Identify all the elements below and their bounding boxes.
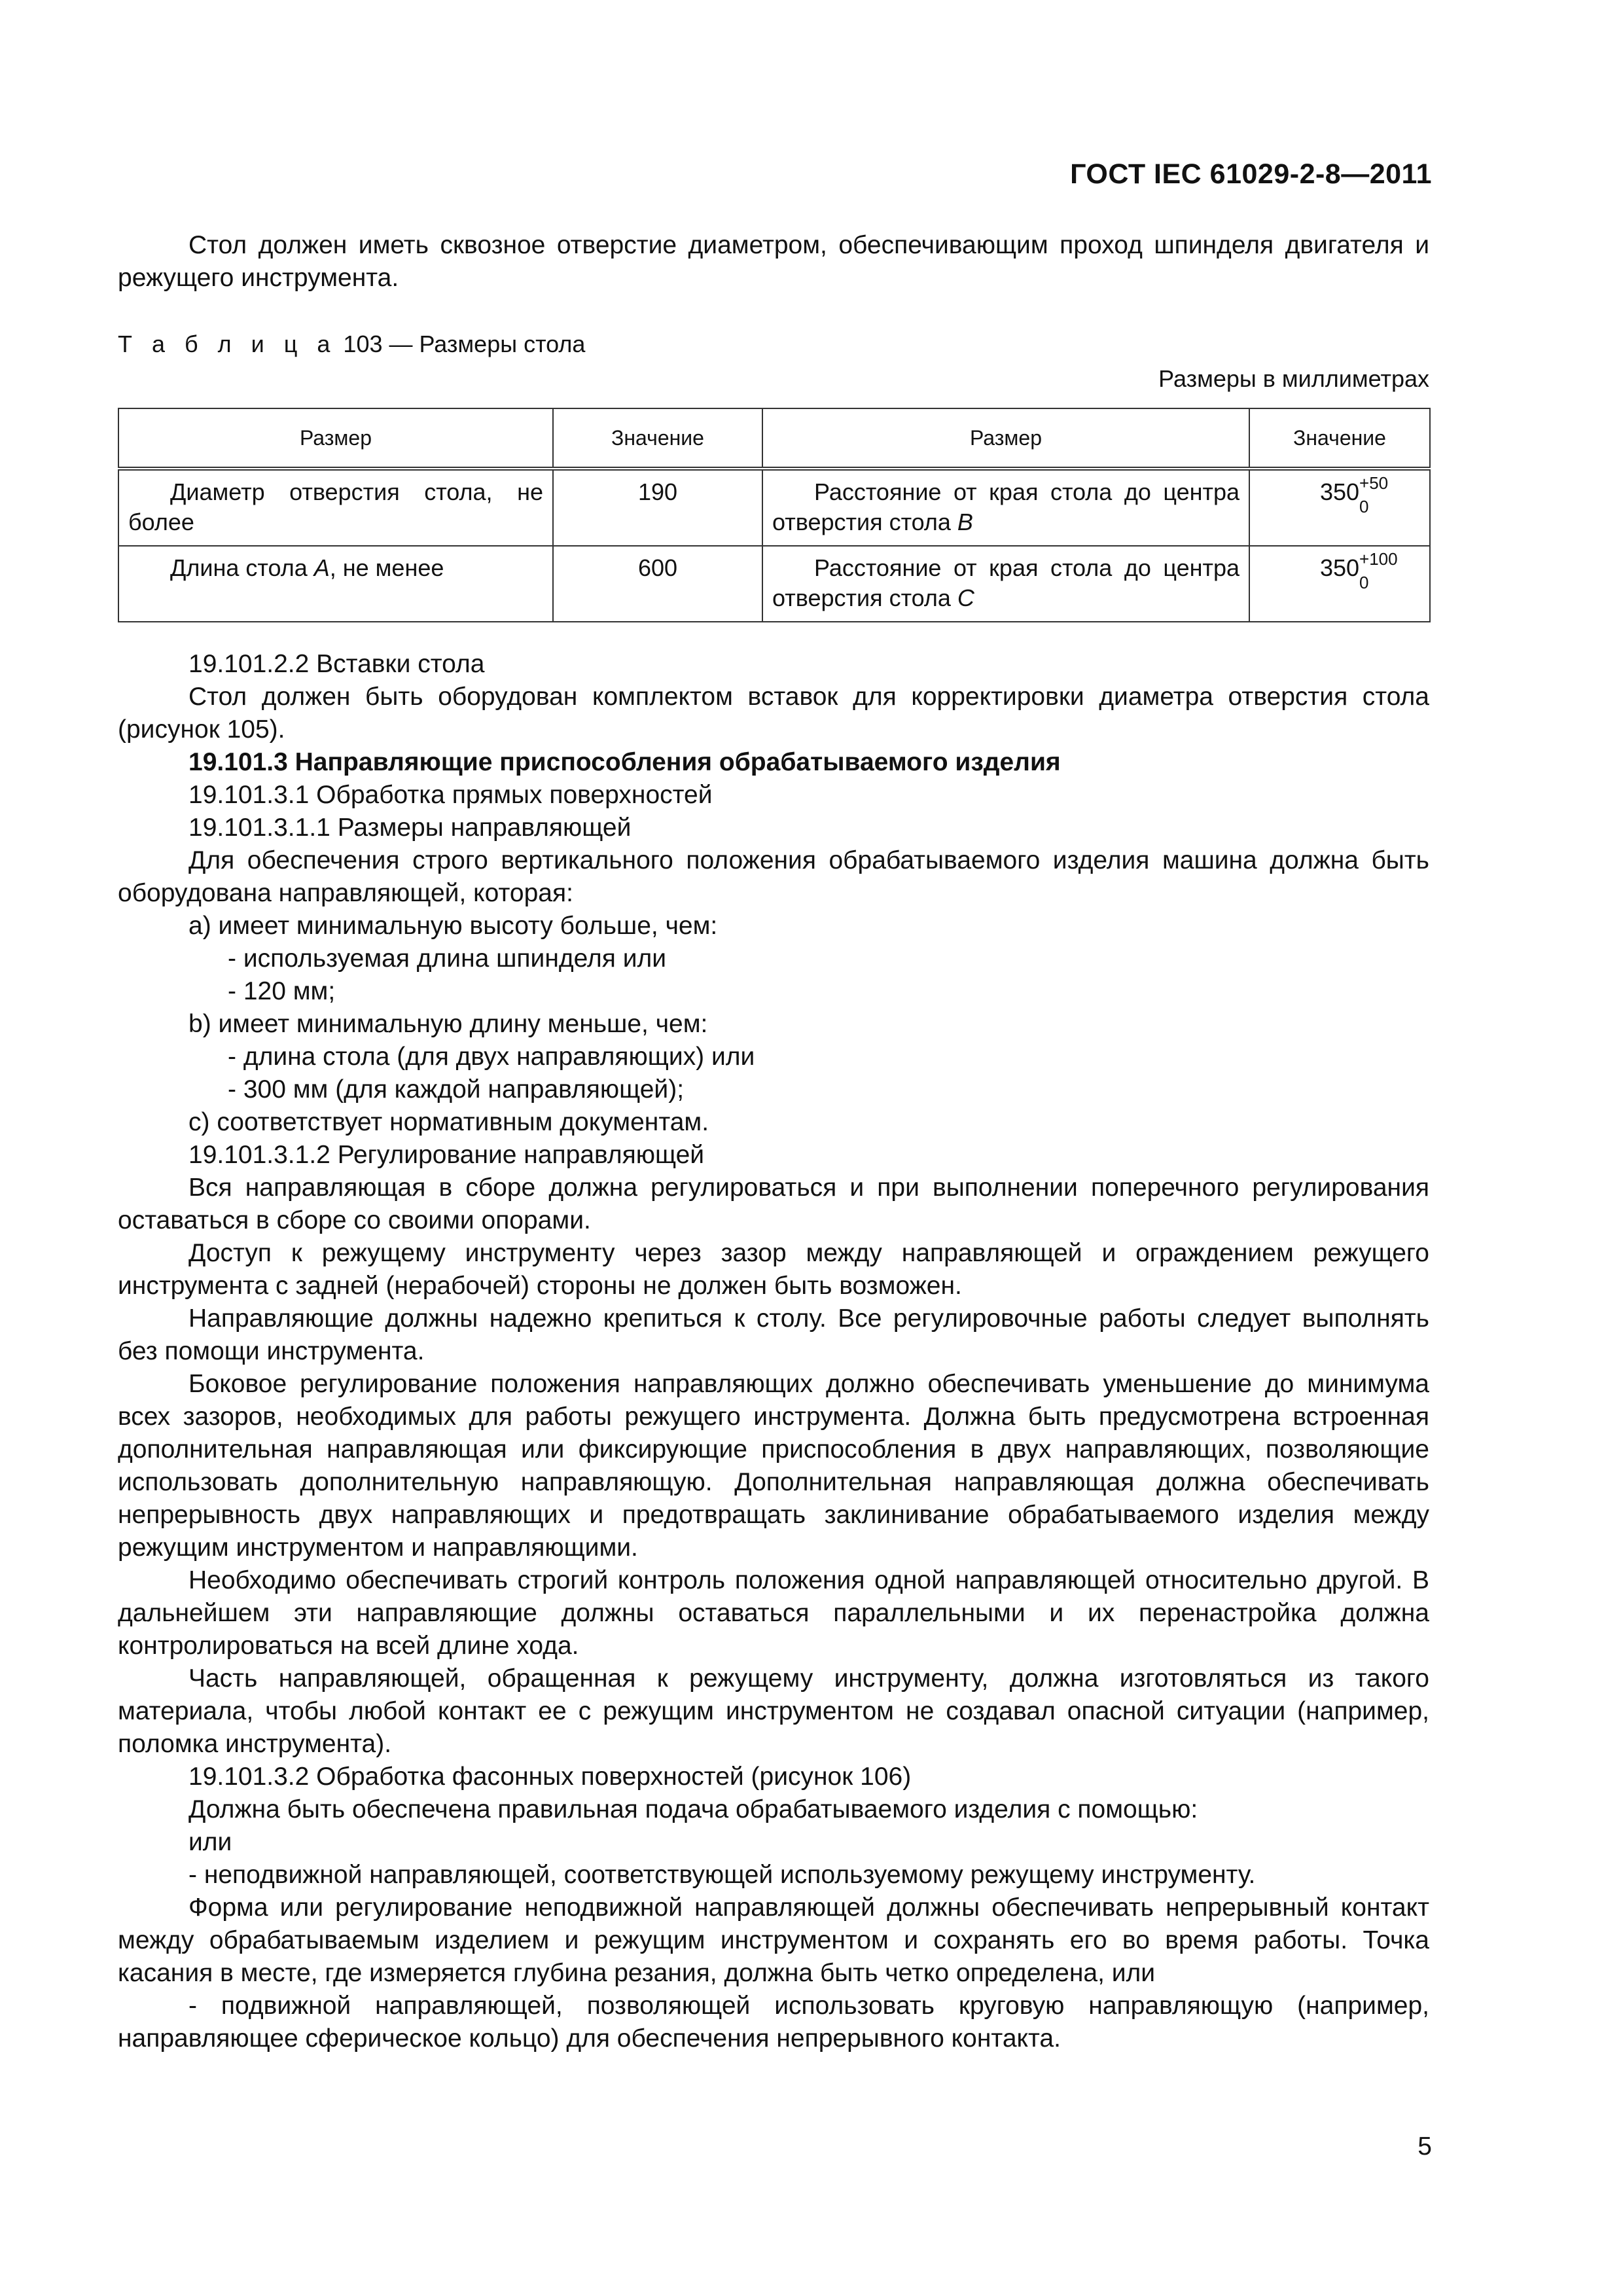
tolerance-lower: 0 [1359,497,1369,516]
cell-text: Длина стола [170,554,314,581]
paragraph: - неподвижной направляющей, соответствующей используемому режущему инструменту. [188,1861,1256,1889]
paragraph: Форма или регулирование неподвижной направляющей должны обеспечивать непрерывный контакт между обрабатываемым изделием и режущим инструментом и сохранять его во время работы. Точка касания в месте, где измеряется глубина резания, должна быть четко определена, или [118,1893,1429,1987]
section-heading: 19.101.3 Направляющие приспособления обрабатываемого изделия [188,748,1061,776]
list-item: b) имеет минимальную длину меньше, чем: [188,1010,708,1038]
list-subitem: - 300 мм (для каждой направляющей); [228,1075,685,1103]
intro-paragraph [118,229,1429,295]
table-cell: 600 [553,546,762,622]
main-text [118,648,1429,2055]
tolerance-base: 350 [1319,478,1360,505]
cell-variable: B [957,509,973,535]
page-number: 5 [1418,2132,1432,2161]
cell-text: , не менее [329,554,444,581]
table-caption [118,331,585,358]
table-caption-prefix: Т а б л и ц а [118,331,337,357]
paragraph: Доступ к режущему инструменту через зазор между направляющей и ограждением режущего инструмента с задней (нерабочей) стороны не должен быть возможен. [118,1239,1429,1300]
section-heading: 19.101.3.1.2 Регулирование направляющей [188,1141,705,1169]
standard-designation: ГОСТ IEC 61029-2-8—2011 [1070,158,1432,190]
section-heading: 19.101.2.2 Вставки стола [188,650,485,678]
list-item: a) имеет минимальную высоту больше, чем: [188,912,718,940]
table-cell: 190 [553,469,762,546]
paragraph: Для обеспечения строго вертикального положения обрабатываемого изделия машина должна быть оборудована направляющей, которая: [118,846,1429,907]
section-heading: 19.101.3.2 Обработка фасонных поверхностей (рисунок 106) [188,1763,912,1791]
list-subitem: - используемая длина шпинделя или [228,944,667,973]
paragraph: Необходимо обеспечивать строгий контроль положения одной направляющей относительно другой. В дальнейшем эти направляющие должны оставаться параллельными и их перенастройка должна контролироваться на всей длине хода. [118,1566,1429,1660]
paragraph: Направляющие должны надежно крепиться к столу. Все регулировочные работы следует выполнять без помощи инструмента. [118,1304,1429,1365]
list-subitem: - длина стола (для двух направляющих) или [228,1043,755,1071]
table-row [118,469,1430,546]
section-heading: 19.101.3.1.1 Размеры направляющей [188,814,632,842]
dimensions-table [118,408,1431,622]
table-cell [1249,469,1430,546]
column-header: Размер [118,408,553,469]
cell-variable: C [957,584,974,611]
tolerance-value [1319,549,1398,592]
column-header: Значение [1249,408,1430,469]
list-item: c) соответствует нормативным документам. [188,1108,709,1136]
table-row [118,546,1430,622]
tolerance-value [1319,473,1389,516]
paragraph: Вся направляющая в сборе должна регулироваться и при выполнении поперечного регулирования оставаться в сборе со своими опорами. [118,1174,1429,1234]
paragraph: или [188,1828,232,1856]
tolerance-base: 350 [1319,554,1360,581]
column-header: Значение [553,408,762,469]
cell-variable: A [313,554,330,581]
table-cell [762,469,1249,546]
column-header: Размер [762,408,1249,469]
cell-text: Расстояние от края стола до центра отверстия стола [772,478,1240,535]
table-caption-title: 103 — Размеры стола [343,331,586,357]
table-cell: Диаметр отверстия стола, не более [118,469,553,546]
paragraph: Стол должен быть оборудован комплектом вставок для корректировки диаметра отверстия стола (рисунок 105). [118,683,1429,744]
cell-text: Расстояние от края стола до центра отверстия стола [772,554,1240,611]
table-cell [762,546,1249,622]
tolerance-lower: 0 [1359,573,1369,592]
table-header-row [118,408,1430,469]
paragraph: Стол должен иметь сквозное отверстие диаметром, обеспечивающим проход шпинделя двигателя и режущего инструмента. [118,231,1429,292]
paragraph: Должна быть обеспечена правильная подача обрабатываемого изделия с помощью: [188,1795,1198,1823]
paragraph: Часть направляющей, обращенная к режущему инструменту, должна изготовляться из такого материала, чтобы любой контакт ее с режущим инструментом не создавал опасной ситуации (например, поломка инструмента). [118,1664,1429,1758]
paragraph: - подвижной направляющей, позволяющей использовать круговую направляющую (например, направляющее сферическое кольцо) для обеспечения непрерывного контакта. [118,1992,1429,2053]
table-units: Размеры в миллиметрах [1158,365,1429,392]
paragraph: Боковое регулирование положения направляющих должно обеспечивать уменьшение до минимума всех зазоров, необходимых для работы режущего инструмента. Должна быть предусмотрена встроенная дополнительная направляющая или фиксирующие приспособления в двух направляющих, позволяющие использовать дополнительную направляющую. Дополнительная направляющая должна обеспечивать непрерывность двух направляющих и предотвращать заклинивание обрабатываемого изделия между режущим инструментом и направляющими. [118,1370,1429,1562]
tolerance-upper: +50 [1359,473,1389,493]
table-cell [118,546,553,622]
table-cell [1249,546,1430,622]
list-subitem: - 120 мм; [228,977,336,1005]
tolerance-upper: +100 [1359,549,1398,569]
section-heading: 19.101.3.1 Обработка прямых поверхностей [188,781,713,809]
